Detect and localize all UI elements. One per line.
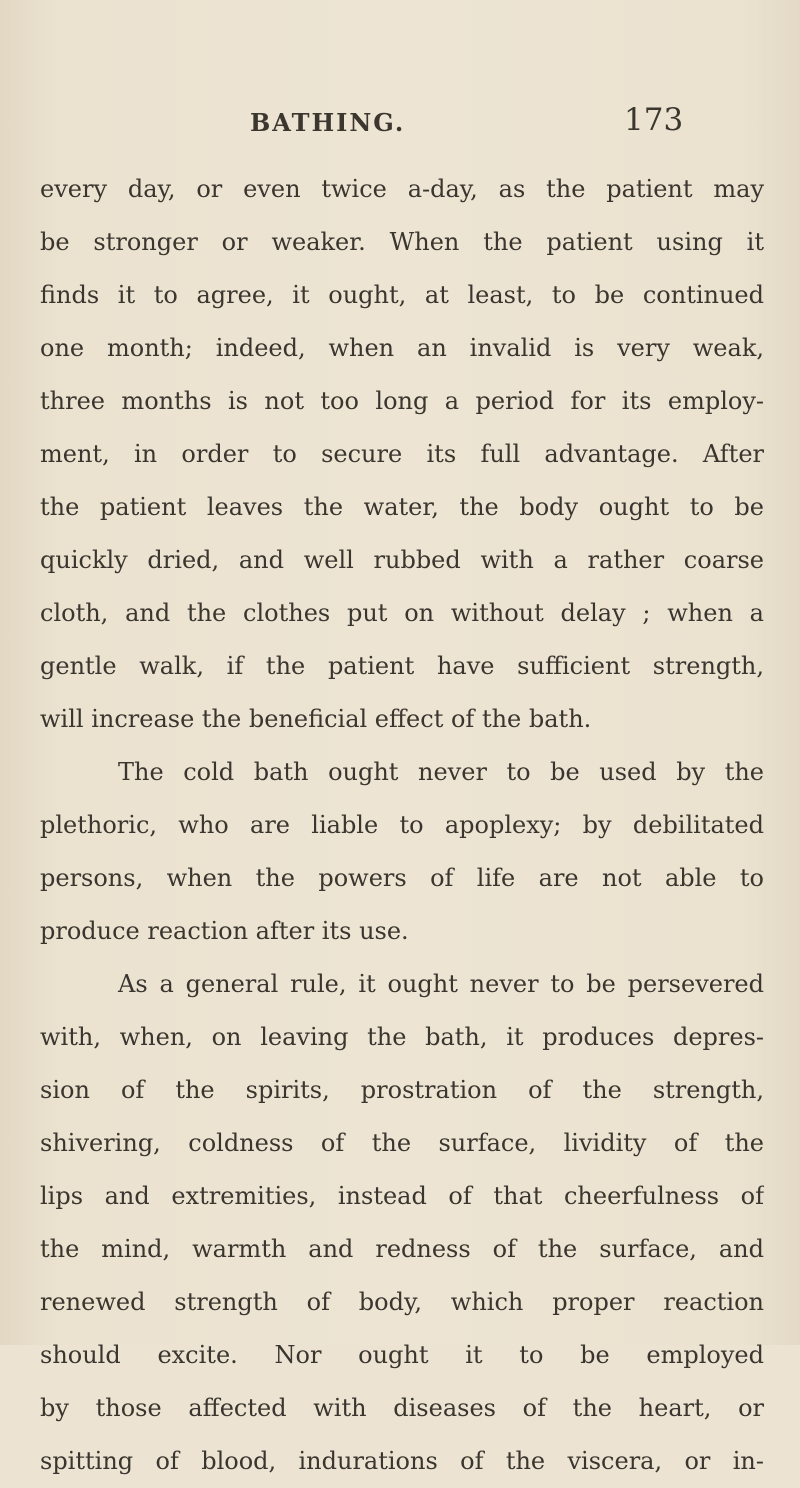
text-line: the patient leaves the water, the body ought to be	[40, 493, 764, 521]
text-line: cloth, and the clothes put on without delay ; when a	[40, 599, 764, 627]
text-line: ment, in order to secure its full advantage. After	[40, 440, 764, 468]
text-line: be stronger or weaker. When the patient using it	[40, 228, 764, 256]
text-line: should excite. Nor ought it to be employed	[40, 1341, 764, 1369]
text-line: The cold bath ought never to be used by the	[118, 758, 764, 786]
text-line: sion of the spirits, prostration of the strength,	[40, 1076, 764, 1104]
text-line: finds it to agree, it ought, at least, to be continued	[40, 281, 764, 309]
text-line: produce reaction after its use.	[40, 917, 409, 945]
text-line: three months is not too long a period for its employ-	[40, 387, 764, 415]
text-line: As a general rule, it ought never to be persevered	[118, 970, 764, 998]
text-line: plethoric, who are liable to apoplexy; by debilitated	[40, 811, 764, 839]
text-line: the mind, warmth and redness of the surface, and	[40, 1235, 764, 1263]
text-line: spitting of blood, indurations of the viscera, or in-	[40, 1447, 764, 1475]
text-line: renewed strength of body, which proper reaction	[40, 1288, 764, 1316]
running-title: BATHING.	[250, 108, 406, 137]
text-line: persons, when the powers of life are not able to	[40, 864, 764, 892]
text-line: one month; indeed, when an invalid is very weak,	[40, 334, 764, 362]
text-line: will increase the beneficial effect of the bath.	[40, 705, 592, 733]
text-line: quickly dried, and well rubbed with a rather coarse	[40, 546, 764, 574]
page-header	[0, 102, 800, 148]
text-line: gentle walk, if the patient have sufficient strength,	[40, 652, 764, 680]
page-number: 173	[624, 102, 684, 138]
text-line: by those affected with diseases of the heart, or	[40, 1394, 764, 1422]
text-line: lips and extremities, instead of that cheerfulness of	[40, 1182, 764, 1210]
text-line: shivering, coldness of the surface, lividity of the	[40, 1129, 764, 1157]
text-line: every day, or even twice a-day, as the patient may	[40, 175, 764, 203]
text-line: with, when, on leaving the bath, it produces depres-	[40, 1023, 764, 1051]
body-text	[40, 163, 764, 1488]
